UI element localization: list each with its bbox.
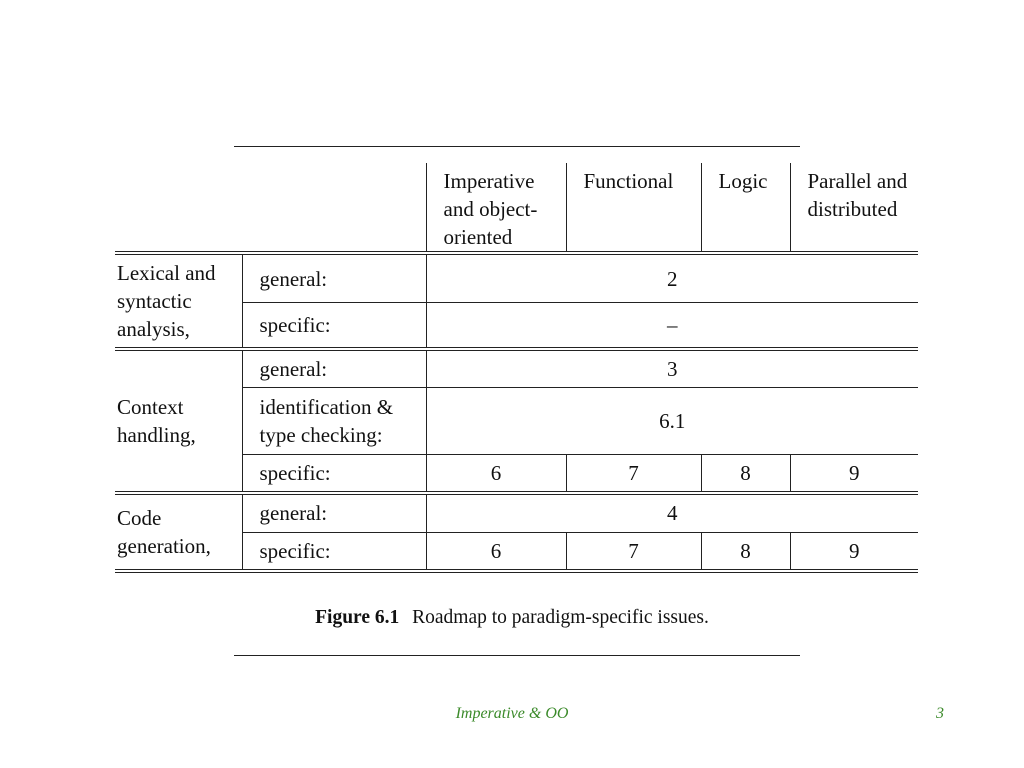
header-functional: Functional [566, 163, 701, 253]
sub-label: general: [242, 493, 426, 532]
sub-label: general: [242, 253, 426, 303]
cell-value: 6.1 [426, 388, 918, 455]
cell-value: 4 [426, 493, 918, 532]
top-rule [234, 146, 800, 147]
figure-caption-text: Roadmap to paradigm-specific issues. [412, 607, 709, 628]
bottom-rule [234, 655, 800, 656]
cell-value: – [426, 303, 918, 349]
category-lexical: Lexical and syntactic analysis, [115, 253, 242, 349]
header-row [115, 163, 918, 253]
figure-caption [0, 607, 1024, 629]
footer-title: Imperative & OO [455, 705, 569, 722]
figure-label: Figure 6.1 [315, 607, 400, 628]
cell-value-functional: 7 [566, 455, 701, 494]
table-row [115, 493, 918, 532]
sub-label: specific: [242, 455, 426, 494]
cell-value: 2 [426, 253, 918, 303]
header-logic: Logic [701, 163, 790, 253]
header-imperative: Imperative and object-oriented [426, 163, 566, 253]
cell-value: 3 [426, 349, 918, 388]
sub-label: specific: [242, 303, 426, 349]
cell-value-logic: 8 [701, 455, 790, 494]
header-blank-category [115, 163, 242, 253]
cell-value-parallel: 9 [790, 455, 918, 494]
cell-value-functional: 7 [566, 532, 701, 571]
table-row [115, 253, 918, 303]
roadmap-table [115, 163, 918, 573]
cell-value-logic: 8 [701, 532, 790, 571]
category-code: Code generation, [115, 493, 242, 571]
cell-value-imperative: 6 [426, 532, 566, 571]
sub-label: general: [242, 349, 426, 388]
cell-value-imperative: 6 [426, 455, 566, 494]
page-number: 3 [936, 705, 944, 722]
cell-value-parallel: 9 [790, 532, 918, 571]
header-parallel: Parallel and distributed [790, 163, 918, 253]
table-row [115, 349, 918, 388]
category-context: Context handling, [115, 349, 242, 493]
header-blank-sub [242, 163, 426, 253]
sub-label: identification & type checking: [242, 388, 426, 455]
sub-label: specific: [242, 532, 426, 571]
